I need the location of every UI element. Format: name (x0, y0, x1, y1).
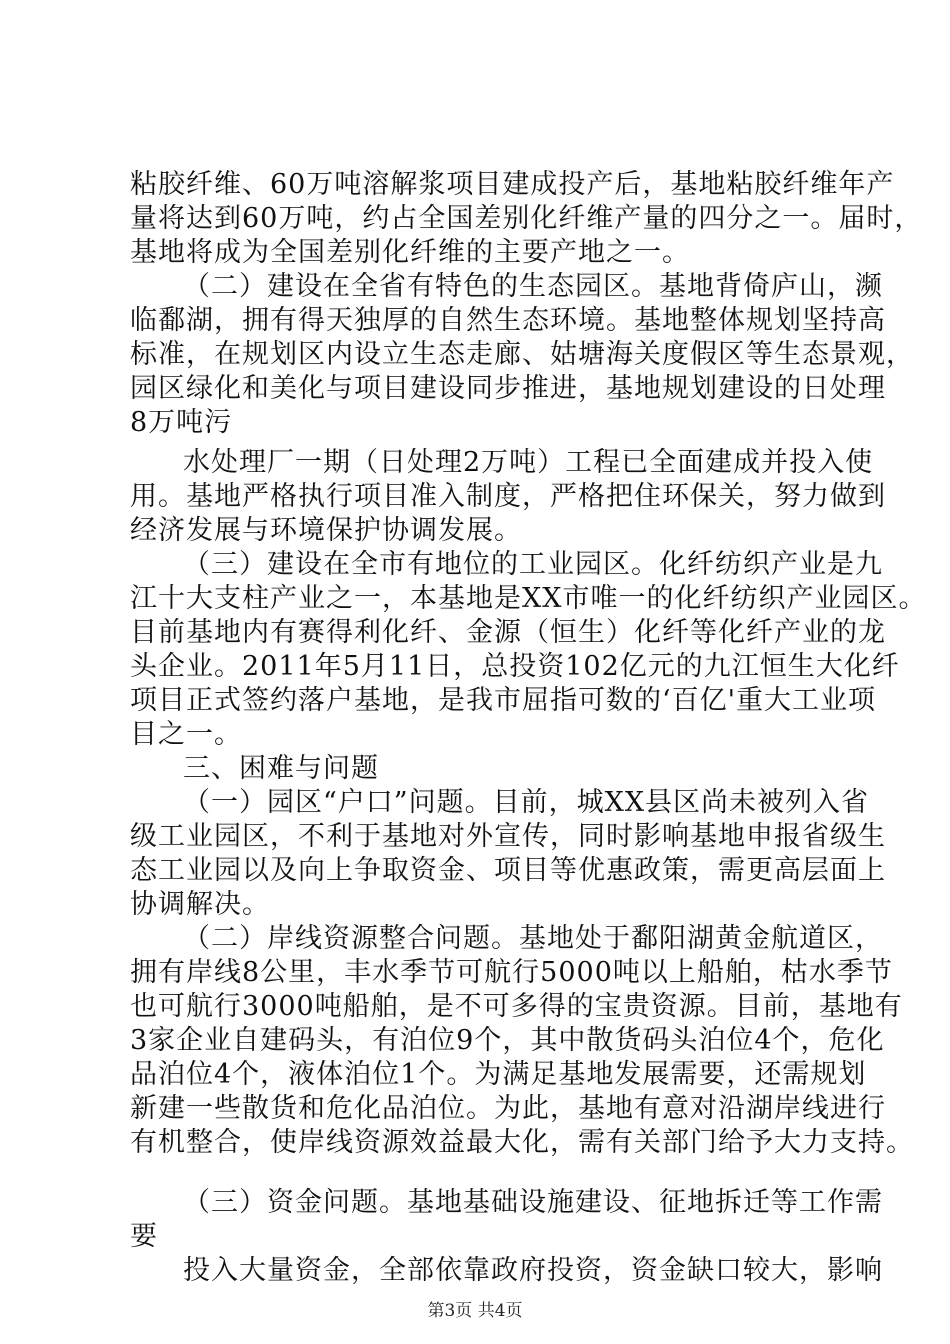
text-line: 态工业园以及向上争取资金、项目等优惠政策，需更高层面上 (130, 855, 886, 886)
text-line: 经济发展与环境保护协调发展。 (130, 515, 522, 546)
text-line: 拥有岸线8公里，丰水季节可航行5000吨以上船舶，枯水季节 (130, 957, 893, 988)
text-line: 新建一些散货和危化品泊位。为此，基地有意对沿湖岸线进行 (130, 1093, 886, 1124)
text-line: 头企业。2011年5月11日，总投资102亿元的九江恒生大化纤 (130, 651, 900, 682)
text-line: 基地将成为全国差别化纤维的主要产地之一。 (130, 237, 690, 268)
text-line: 3家企业自建码头，有泊位9个，其中散货码头泊位4个，危化 (130, 1025, 885, 1056)
text-line: 级工业园区，不利于基地对外宣传，同时影响基地申报省级生 (130, 821, 886, 852)
text-line: 8万吨污 (130, 407, 233, 438)
text-line: 粘胶纤维、60万吨溶解浆项目建成投产后，基地粘胶纤维年产 (130, 169, 895, 200)
text-line: 临鄱湖，拥有得天独厚的自然生态环境。基地整体规划坚持高 (130, 305, 886, 336)
text-line: 水处理厂一期（日处理2万吨）工程已全面建成并投入使 (183, 447, 874, 478)
text-line: 园区绿化和美化与项目建设同步推进，基地规划建设的日处理 (130, 373, 886, 404)
text-line: 也可航行3000吨船舶，是不可多得的宝贵资源。目前，基地有 (130, 991, 903, 1022)
text-line: 标准，在规划区内设立生态走廊、姑塘海关度假区等生态景观， (130, 339, 914, 370)
text-line: 量将达到60万吨，约占全国差别化纤维产量的四分之一。届时， (130, 203, 923, 234)
text-line: （二）建设在全省有特色的生态园区。基地背倚庐山，濒 (183, 271, 883, 302)
text-line: 投入大量资金，全部依靠政府投资，资金缺口较大，影响 (183, 1255, 883, 1286)
text-line: 要 (130, 1221, 158, 1252)
text-line: 有机整合，使岸线资源效益最大化，需有关部门给予大力支持。 (130, 1127, 914, 1158)
page-footer (0, 1300, 950, 1322)
text-line: 用。基地严格执行项目准入制度，严格把住环保关，努力做到 (130, 481, 886, 512)
text-line: 协调解决。 (130, 889, 270, 920)
text-line: （一）园区“户口”问题。目前，城XX县区尚未被列入省 (183, 787, 870, 818)
text-line: （三）资金问题。基地基础设施建设、征地拆迁等工作需 (183, 1187, 883, 1218)
text-line: 项目正式签约落户基地，是我市屈指可数的‘百亿'重大工业项 (130, 685, 877, 716)
page-number-label: 第3页 共4页 (427, 1301, 523, 1321)
text-line: （三）建设在全市有地位的工业园区。化纤纺织产业是九 (183, 549, 883, 580)
text-line: 江十大支柱产业之一，本基地是XX市唯一的化纤纺织产业园区。 (130, 583, 927, 614)
text-line: 目前基地内有赛得利化纤、金源（恒生）化纤等化纤产业的龙 (130, 617, 886, 648)
section-heading: 三、困难与问题 (183, 753, 379, 784)
text-line: （二）岸线资源整合问题。基地处于鄱阳湖黄金航道区， (183, 923, 883, 954)
text-line: 目之一。 (130, 719, 242, 750)
text-line: 品泊位4个，液体泊位1个。为满足基地发展需要，还需规划 (130, 1059, 867, 1090)
